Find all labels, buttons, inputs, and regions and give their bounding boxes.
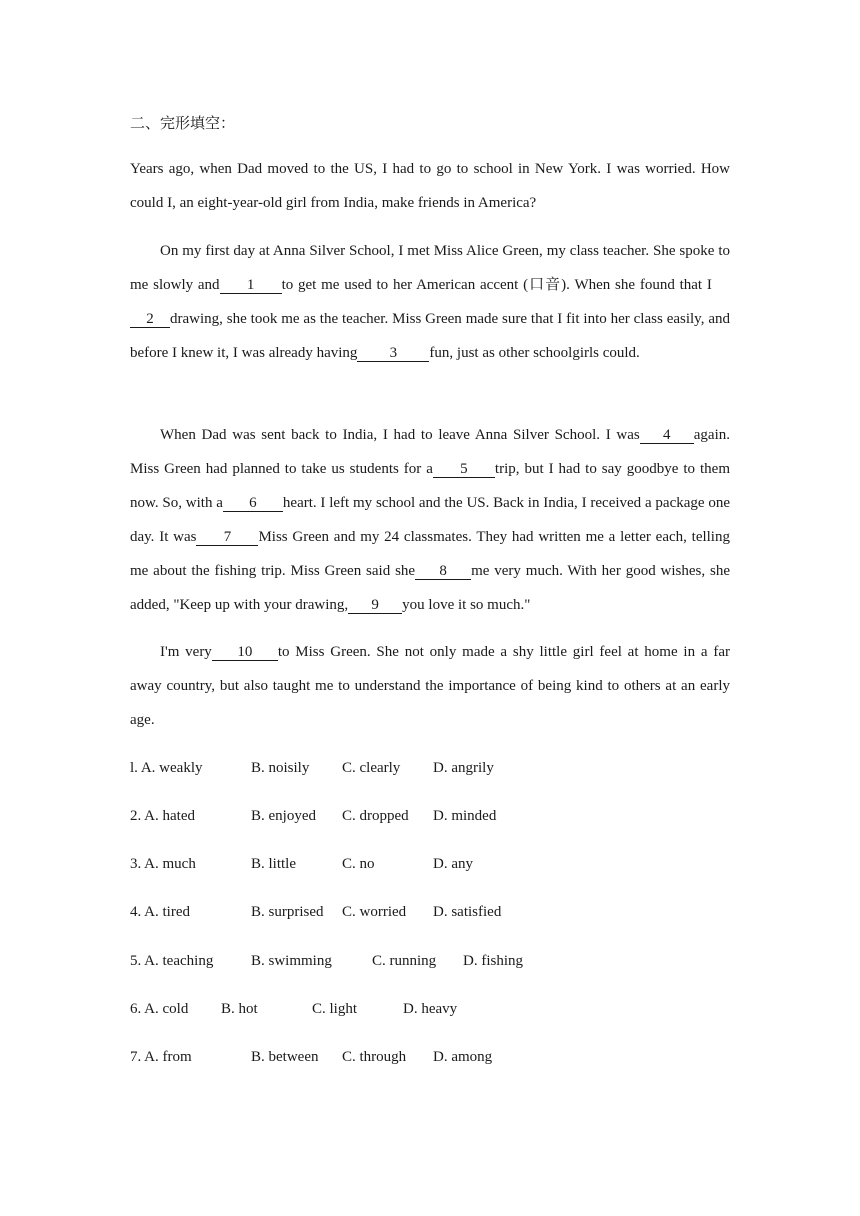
- blank-10: 10: [212, 644, 278, 661]
- option-c: C. worried: [342, 904, 407, 920]
- option-b: B. noisily: [251, 760, 310, 776]
- blank-7: 7: [196, 529, 258, 546]
- option-d: D. fishing: [463, 953, 523, 969]
- passage-text: drawing, she took me as the teacher. Miss Green made sure that I fit into her class easily, and before I knew it, I was already having: [130, 311, 730, 361]
- passage-text: heart. I left my school and the US. Back in India, I received a package one day. It was: [130, 495, 730, 545]
- option-b: B. little: [251, 856, 296, 872]
- option-d: D. satisfied: [433, 904, 502, 920]
- passage-text: Miss Green and my 24 classmates. They had written me a letter each, telling me about the fishing trip. Miss Green said she: [130, 529, 730, 579]
- passage-text: me very much. With her good wishes, she added, "Keep up with your drawing,: [130, 563, 730, 613]
- passage-text: to get me used to her American accent (口音). When she found that I: [281, 277, 712, 293]
- paragraph-2: [130, 234, 730, 370]
- passage-text: to Miss Green. She not only made a shy little girl feel at home in a far away country, but also taught me to understand the importance of being kind to others at an early age.: [130, 644, 730, 728]
- intro-paragraph: Years ago, when Dad moved to the US, I had to go to school in New York. I was worried. How could I, an eight-year-old girl from India, make friends in America?: [130, 161, 730, 211]
- blank-6: 6: [223, 495, 283, 512]
- option-d: D. heavy: [403, 1001, 458, 1017]
- passage-text: you love it so much.": [402, 597, 531, 613]
- blank-5: 5: [433, 461, 495, 478]
- paragraph-3: [130, 418, 730, 622]
- option-c: C. through: [342, 1049, 407, 1065]
- passage-text: again. Miss Green had planned to take us students for a: [130, 427, 730, 477]
- passage-text: When Dad was sent back to India, I had to leave Anna Silver School. I was: [160, 427, 640, 443]
- option-d: D. angrily: [433, 760, 494, 776]
- passage-text: I'm very: [160, 644, 212, 660]
- option-d: D. any: [433, 856, 473, 872]
- passage-text: On my first day at Anna Silver School, I met Miss Alice Green, my class teacher. She spoke to me slowly and: [130, 243, 730, 293]
- blank-2: 2: [130, 311, 170, 328]
- option-c: C. dropped: [342, 808, 409, 824]
- option-c: C. light: [312, 1001, 358, 1017]
- option-a: 4. A. tired: [130, 904, 190, 920]
- blank-8: 8: [415, 563, 471, 580]
- option-a: 2. A. hated: [130, 808, 195, 824]
- passage-text: trip, but I had to say goodbye to them now. So, with a: [130, 461, 730, 511]
- blank-9: 9: [348, 597, 402, 614]
- section-title: 二、完形填空：: [130, 114, 236, 132]
- passage-text: fun, just as other schoolgirls could.: [429, 345, 640, 361]
- option-a: 6. A. cold: [130, 1001, 189, 1017]
- option-a: l. A. weakly: [130, 760, 203, 776]
- option-a: 7. A. from: [130, 1049, 192, 1065]
- option-a: 5. A. teaching: [130, 953, 214, 969]
- option-c: C. no: [342, 856, 375, 872]
- blank-4: 4: [640, 427, 694, 444]
- option-b: B. enjoyed: [251, 808, 316, 824]
- option-b: B. swimming: [251, 953, 332, 969]
- option-c: C. running: [372, 953, 437, 969]
- option-c: C. clearly: [342, 760, 401, 776]
- option-d: D. among: [433, 1049, 493, 1065]
- option-a: 3. A. much: [130, 856, 196, 872]
- blank-1: 1: [220, 277, 282, 294]
- option-b: B. hot: [221, 1001, 258, 1017]
- paragraph-4: [130, 635, 730, 737]
- option-b: B. surprised: [251, 904, 324, 920]
- option-d: D. minded: [433, 808, 497, 824]
- option-b: B. between: [251, 1049, 319, 1065]
- blank-3: 3: [357, 345, 429, 362]
